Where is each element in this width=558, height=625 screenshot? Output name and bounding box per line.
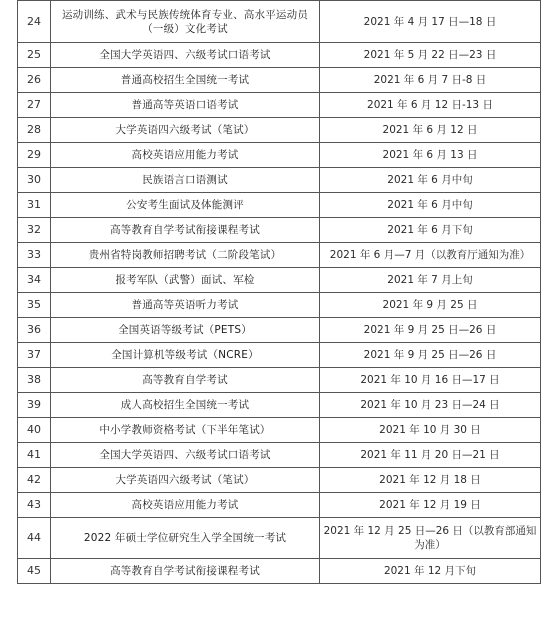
- row-number-cell: 44: [18, 518, 51, 559]
- row-number-cell: 26: [18, 68, 51, 93]
- exam-date-cell: 2021 年 9 月 25 日—26 日: [320, 343, 541, 368]
- exam-name-cell: 全国英语等级考试（PETS）: [51, 318, 320, 343]
- exam-date-cell: 2021 年 6 月 7 日-8 日: [320, 68, 541, 93]
- exam-name-cell: 高等教育自学考试: [51, 368, 320, 393]
- exam-name-cell: 大学英语四六级考试（笔试）: [51, 118, 320, 143]
- table-row: [18, 368, 541, 393]
- row-number-cell: 30: [18, 168, 51, 193]
- exam-date-cell: 2021 年 6 月—7 月（以教育厅通知为准）: [320, 243, 541, 268]
- exam-date-cell: 2021 年 6 月下旬: [320, 218, 541, 243]
- table-row: [18, 493, 541, 518]
- exam-name-cell: 中小学教师资格考试（下半年笔试）: [51, 418, 320, 443]
- row-number-cell: 27: [18, 93, 51, 118]
- exam-name-cell: 全国大学英语四、六级考试口语考试: [51, 43, 320, 68]
- exam-name-cell: 运动训练、武术与民族传统体育专业、高水平运动员（一级）文化考试: [51, 1, 320, 43]
- row-number-cell: 31: [18, 193, 51, 218]
- table-row: [18, 43, 541, 68]
- exam-name-cell: 全国大学英语四、六级考试口语考试: [51, 443, 320, 468]
- exam-schedule-sheet: [17, 0, 541, 584]
- table-row: [18, 293, 541, 318]
- exam-date-cell: 2021 年 7 月上旬: [320, 268, 541, 293]
- row-number-cell: 34: [18, 268, 51, 293]
- exam-date-cell: 2021 年 11 月 20 日—21 日: [320, 443, 541, 468]
- table-row: [18, 443, 541, 468]
- exam-date-cell: 2021 年 9 月 25 日: [320, 293, 541, 318]
- exam-date-cell: 2021 年 12 月 19 日: [320, 493, 541, 518]
- row-number-cell: 32: [18, 218, 51, 243]
- row-number-cell: 41: [18, 443, 51, 468]
- table-row: [18, 268, 541, 293]
- row-number-cell: 38: [18, 368, 51, 393]
- exam-name-cell: 民族语言口语测试: [51, 168, 320, 193]
- exam-schedule-body: [18, 1, 541, 584]
- row-number-cell: 29: [18, 143, 51, 168]
- exam-name-cell: 高校英语应用能力考试: [51, 143, 320, 168]
- exam-name-cell: 普通高等英语听力考试: [51, 293, 320, 318]
- table-row: [18, 468, 541, 493]
- table-row: [18, 393, 541, 418]
- exam-date-cell: 2021 年 12 月 25 日—26 日（以教育部通知为准）: [320, 518, 541, 559]
- table-row: [18, 318, 541, 343]
- row-number-cell: 28: [18, 118, 51, 143]
- exam-name-cell: 高等教育自学考试衔接课程考试: [51, 559, 320, 584]
- exam-date-cell: 2021 年 10 月 30 日: [320, 418, 541, 443]
- exam-date-cell: 2021 年 6 月 12 日: [320, 118, 541, 143]
- table-row: [18, 243, 541, 268]
- exam-name-cell: 公安考生面试及体能测评: [51, 193, 320, 218]
- exam-date-cell: 2021 年 10 月 16 日—17 日: [320, 368, 541, 393]
- exam-date-cell: 2021 年 6 月 13 日: [320, 143, 541, 168]
- table-row: [18, 93, 541, 118]
- row-number-cell: 25: [18, 43, 51, 68]
- row-number-cell: 40: [18, 418, 51, 443]
- table-row: [18, 418, 541, 443]
- exam-name-cell: 普通高等英语口语考试: [51, 93, 320, 118]
- table-row: [18, 1, 541, 43]
- table-row: [18, 193, 541, 218]
- table-row: [18, 559, 541, 584]
- table-row: [18, 118, 541, 143]
- row-number-cell: 45: [18, 559, 51, 584]
- row-number-cell: 35: [18, 293, 51, 318]
- exam-name-cell: 报考军队（武警）面试、军检: [51, 268, 320, 293]
- table-row: [18, 143, 541, 168]
- exam-name-cell: 大学英语四六级考试（笔试）: [51, 468, 320, 493]
- exam-name-cell: 2022 年硕士学位研究生入学全国统一考试: [51, 518, 320, 559]
- row-number-cell: 39: [18, 393, 51, 418]
- exam-name-cell: 成人高校招生全国统一考试: [51, 393, 320, 418]
- exam-date-cell: 2021 年 12 月 18 日: [320, 468, 541, 493]
- exam-date-cell: 2021 年 10 月 23 日—24 日: [320, 393, 541, 418]
- exam-name-cell: 普通高校招生全国统一考试: [51, 68, 320, 93]
- exam-date-cell: 2021 年 4 月 17 日—18 日: [320, 1, 541, 43]
- exam-date-cell: 2021 年 6 月中旬: [320, 168, 541, 193]
- exam-date-cell: 2021 年 12 月下旬: [320, 559, 541, 584]
- table-row: [18, 168, 541, 193]
- exam-name-cell: 高校英语应用能力考试: [51, 493, 320, 518]
- exam-date-cell: 2021 年 9 月 25 日—26 日: [320, 318, 541, 343]
- exam-name-cell: 贵州省特岗教师招聘考试（二阶段笔试）: [51, 243, 320, 268]
- table-row: [18, 518, 541, 559]
- exam-date-cell: 2021 年 6 月中旬: [320, 193, 541, 218]
- exam-date-cell: 2021 年 6 月 12 日-13 日: [320, 93, 541, 118]
- exam-date-cell: 2021 年 5 月 22 日—23 日: [320, 43, 541, 68]
- row-number-cell: 43: [18, 493, 51, 518]
- row-number-cell: 42: [18, 468, 51, 493]
- table-row: [18, 68, 541, 93]
- row-number-cell: 24: [18, 1, 51, 43]
- exam-name-cell: 全国计算机等级考试（NCRE）: [51, 343, 320, 368]
- row-number-cell: 36: [18, 318, 51, 343]
- table-row: [18, 218, 541, 243]
- exam-name-cell: 高等教育自学考试衔接课程考试: [51, 218, 320, 243]
- row-number-cell: 37: [18, 343, 51, 368]
- exam-schedule-table: [17, 0, 541, 584]
- row-number-cell: 33: [18, 243, 51, 268]
- table-row: [18, 343, 541, 368]
